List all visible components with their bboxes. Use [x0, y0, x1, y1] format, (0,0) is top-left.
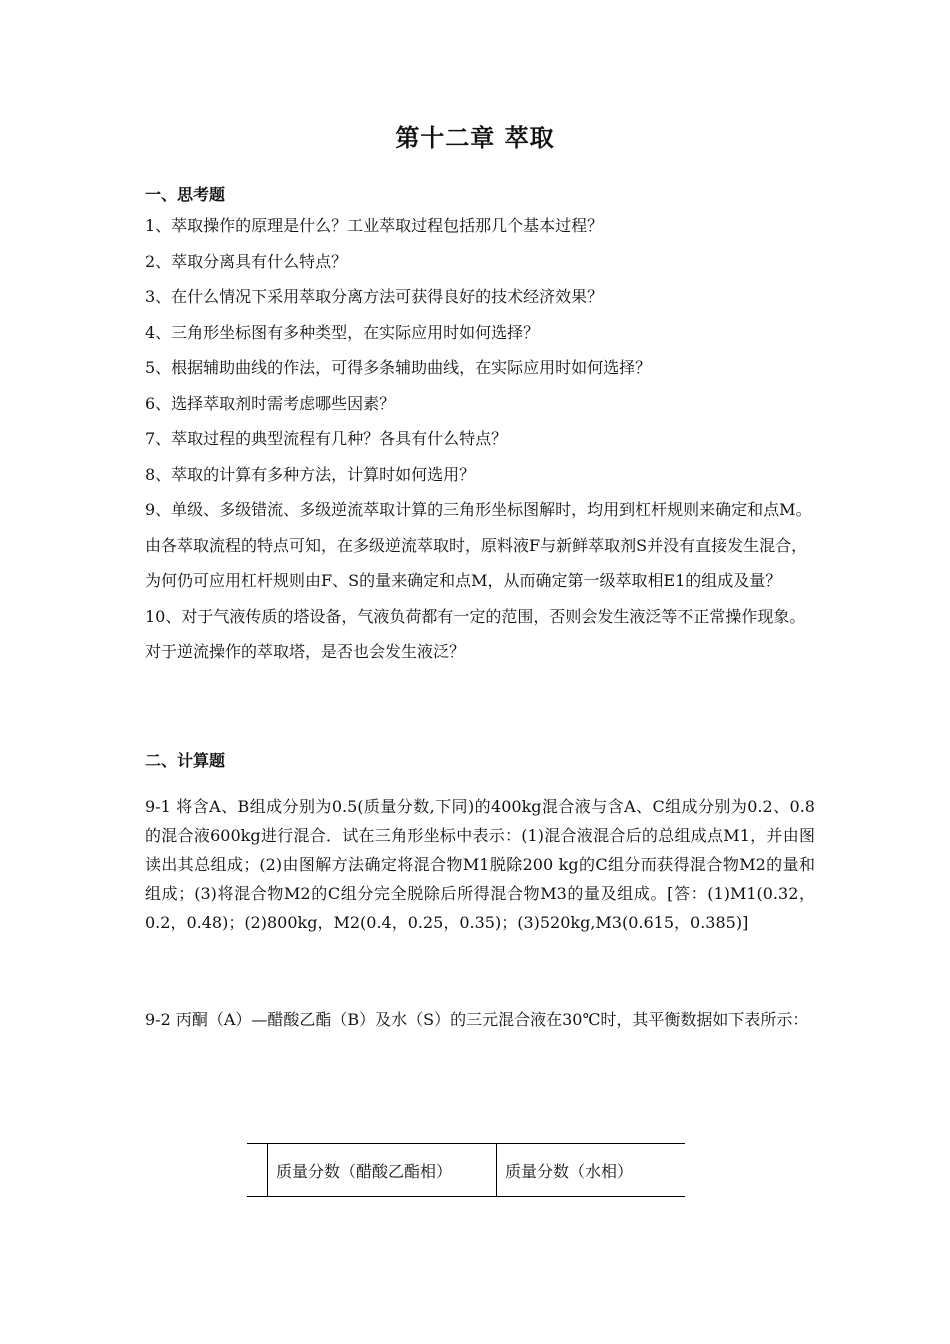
table-header-row	[247, 1144, 685, 1197]
section-heading-calculation-problems: 二、计算题	[145, 751, 226, 770]
problem-text: 9-1 将含A、B组成分别为0.5(质量分数,下同)的400kg混合液与含A、C组成分别为0.2、0.8的混合液600kg进行混合．试在三角形坐标中表示：(1)混合液混合后的总组成点M1，并由图读出其总组成；(2)由图解方法确定将混合物M1脱除200 kg的C组分而获得混合物M2的量和组成；(3)将混合物M2的C组分完全脱除后所得混合物M3的量及组成。[答：(1)M1(0.32，0.2，0.48)；(2)800kg，M2(0.4，0.25，0.35)；(3)520kg,M3(0.615，0.385)]	[145, 797, 815, 932]
question-item: 3、在什么情况下采用萃取分离方法可获得良好的技术经济效果？	[145, 287, 604, 306]
table-header-ester-phase: 质量分数（醋酸乙酯相）	[268, 1144, 497, 1197]
question-item: 7、萃取过程的典型流程有几种？各具有什么特点？	[145, 429, 508, 448]
question-item: 10、对于气液传质的塔设备，气液负荷都有一定的范围，否则会发生液泛等不正常操作现象。对于逆流操作的萃取塔，是否也会发生液泛？	[145, 606, 806, 661]
problem-text: 9-2 丙酮（A）—醋酸乙酯（B）及水（S）的三元混合液在30℃时，其平衡数据如下表所示：	[145, 1010, 809, 1029]
section-heading-thinking-questions: 一、思考题	[145, 185, 226, 204]
question-item: 4、三角形坐标图有多种类型，在实际应用时如何选择？	[145, 322, 540, 342]
question-item: 8、萃取的计算有多种方法，计算时如何选用？	[145, 464, 476, 484]
question-item: 1、萃取操作的原理是什么？工业萃取过程包括那几个基本过程？	[145, 216, 604, 235]
question-item: 5、根据辅助曲线的作法，可得多条辅助曲线，在实际应用时如何选择？	[145, 358, 652, 377]
question-list	[145, 208, 815, 670]
problem-9-1	[145, 792, 815, 937]
equilibrium-data-table	[247, 1143, 685, 1197]
table-header-water-phase: 质量分数（水相）	[505, 1161, 634, 1181]
question-item: 9、单级、多级错流、多级逆流萃取计算的三角形坐标图解时，均用到杠杆规则来确定和点M。由各萃取流程的特点可知，在多级逆流萃取时，原料液F与新鲜萃取剂S并没有直接发生混合，为何仍可应用杠杆规则由F、S的量来确定和点M，从而确定第一级萃取相E1的组成及量？	[145, 500, 812, 590]
problem-9-2	[145, 1005, 815, 1034]
table-cell-empty	[247, 1144, 268, 1197]
question-item: 6、选择萃取剂时需考虑哪些因素？	[145, 393, 396, 413]
question-item: 2、萃取分离具有什么特点？	[145, 251, 348, 271]
chapter-title: 第十二章 萃取	[395, 124, 555, 152]
